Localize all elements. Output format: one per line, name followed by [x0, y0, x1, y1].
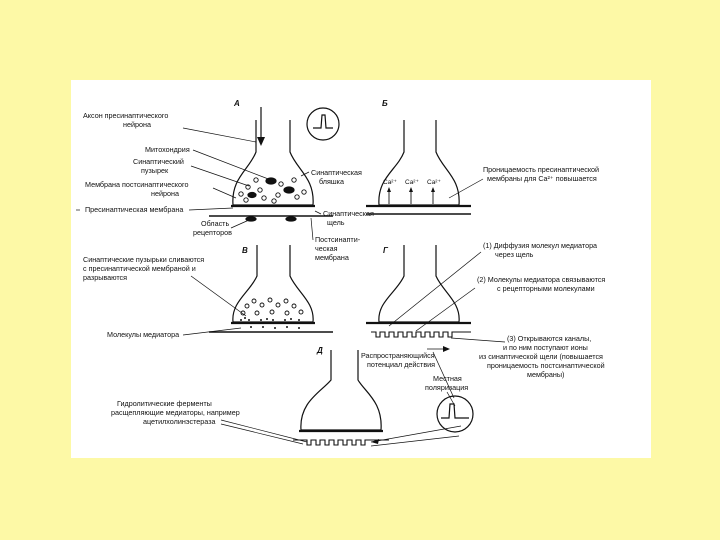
receptor-comb-g — [371, 332, 471, 337]
label-mediator: Молекулы медиатора — [107, 330, 180, 339]
section-b-label: Б — [382, 99, 388, 108]
label-plaque-1: Синаптическая — [311, 168, 362, 177]
label-enzymes-2: расщепляющие медиаторы, например — [111, 408, 240, 417]
label-channels-1: (3) Открываются каналы, — [507, 334, 592, 343]
ion-2: Ca²⁺ — [405, 179, 419, 186]
label-presyn-membrane: Пресинаптическая мембрана — [85, 205, 184, 214]
label-fuse-1: Синаптические пузырьки сливаются — [83, 255, 205, 264]
section-v-label: В — [242, 246, 248, 255]
ion-3: Ca²⁺ — [427, 179, 441, 186]
terminal-g — [379, 245, 459, 322]
label-channels-4: проницаемость постсинаптической — [487, 361, 605, 370]
label-postsyn-3: мембрана — [315, 253, 349, 262]
label-channels-5: мембраны) — [527, 370, 565, 379]
label-axon-2: нейрона — [123, 120, 151, 129]
label-diffusion-2: через щель — [495, 250, 534, 259]
label-axon-1: Аксон пресинаптического — [83, 111, 169, 120]
label-binding-1: (2) Молекулы медиатора связываются — [477, 275, 606, 284]
label-permeability-2: мембраны для Ca²⁺ повышается — [487, 174, 597, 183]
label-fuse-3: разрываются — [83, 273, 128, 282]
terminal-b — [379, 120, 459, 205]
label-channels-3: из синаптической щели (повышается — [479, 352, 603, 361]
label-postsyn-neuron-1: Мембрана постсинаптического — [85, 180, 189, 189]
synapse-diagram — [71, 80, 651, 458]
section-d-label: Д — [317, 346, 323, 355]
label-propagating-2: потенциал действия — [367, 360, 436, 369]
label-cleft-2: щель — [327, 218, 345, 227]
label-permeability-1: Проницаемость пресинаптической — [483, 165, 600, 174]
label-vesicle-2: пузырек — [141, 166, 169, 175]
label-channels-2: и по ним поступают ионы — [503, 343, 588, 352]
section-a-label: А — [234, 99, 240, 108]
label-receptor-area-1: Область — [201, 219, 230, 228]
label-vesicle-1: Синаптический — [133, 157, 184, 166]
ion-1: Ca²⁺ — [383, 179, 397, 186]
label-diffusion-1: (1) Диффузия молекул медиатора — [483, 241, 598, 250]
label-fuse-2: с пресинаптической мембраной и — [83, 264, 196, 273]
label-propagating-1: Распространяющийся — [361, 351, 435, 360]
label-plaque-2: бляшка — [319, 177, 344, 186]
label-postsyn-2: ческая — [315, 244, 338, 253]
label-local-pol-1: Местная — [433, 374, 462, 383]
label-mitochondria: Митохондрия — [145, 145, 190, 154]
label-postsyn-neuron-2: нейрона — [151, 189, 179, 198]
terminal-a — [233, 120, 313, 205]
label-postsyn-1: Постсинапти- — [315, 235, 361, 244]
label-enzymes-1: Гидролитические ферменты — [117, 399, 212, 408]
section-g-label: Г — [383, 246, 388, 255]
label-binding-2: с рецепторными молекулами — [497, 284, 595, 293]
diagram-panel — [71, 80, 651, 458]
label-enzymes-3: ацетилхолинэстераза — [143, 417, 216, 426]
label-receptor-area-2: рецепторов — [193, 228, 232, 237]
label-local-pol-2: поляризация — [425, 383, 469, 392]
label-cleft-1: Синаптическая — [323, 209, 374, 218]
